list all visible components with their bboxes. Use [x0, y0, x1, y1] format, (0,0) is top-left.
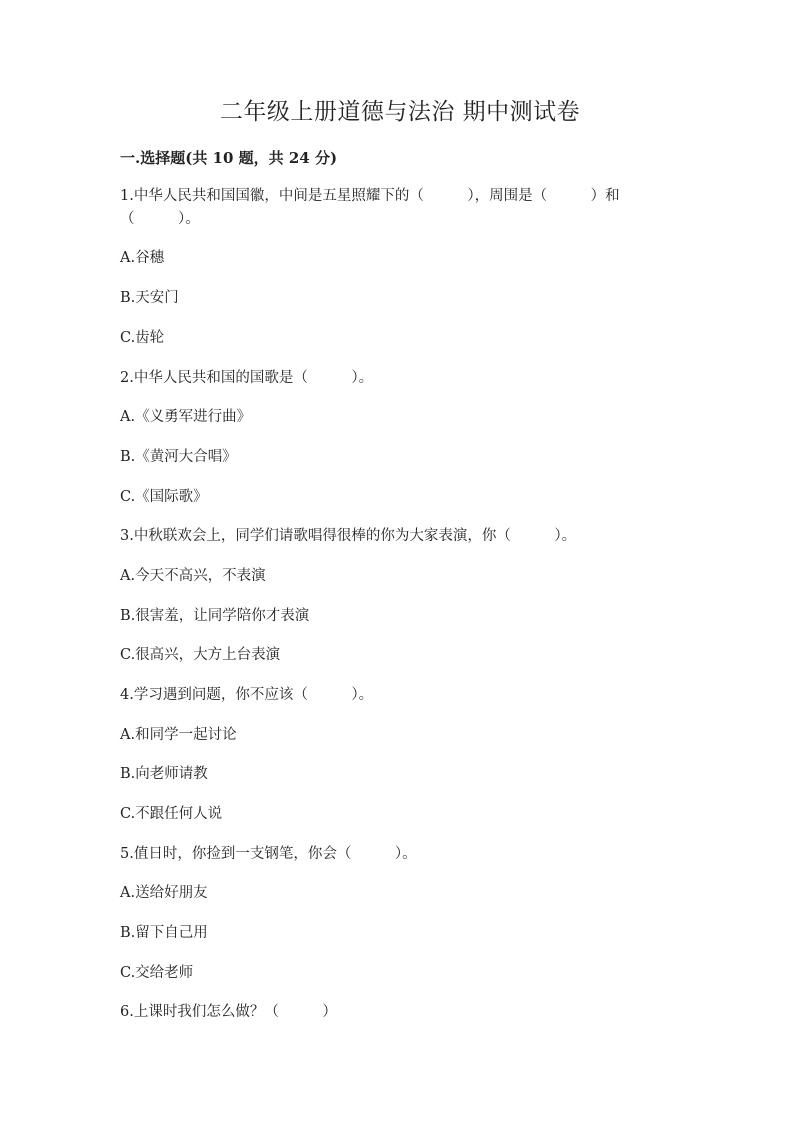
- question-3-option-c: C.很高兴，大方上台表演: [120, 647, 281, 663]
- section-header: 一.选择题(共 10 题，共 24 分): [120, 149, 338, 167]
- question-4-stem: 4.学习遇到问题，你不应该（ ）。: [120, 687, 374, 703]
- question-4-option-b: B.向老师请教: [120, 766, 208, 782]
- question-1-option-b: B.天安门: [120, 290, 179, 306]
- question-5-option-b: B.留下自己用: [120, 925, 208, 941]
- question-1-stem: 1.中华人民共和国国徽，中间是五星照耀下的（ ），周围是（ ）和（ ）。: [120, 188, 620, 227]
- question-2-option-c: C.《国际歌》: [120, 489, 208, 505]
- question-2-stem: 2.中华人民共和国的国歌是（ ）。: [120, 370, 374, 386]
- question-4-option-c: C.不跟任何人说: [120, 806, 223, 822]
- question-4-option-a: A.和同学一起讨论: [120, 727, 237, 743]
- page-title: 二年级上册道德与法治 期中测试卷: [219, 99, 581, 125]
- question-3-stem: 3.中秋联欢会上，同学们请歌唱得很棒的你为大家表演，你（ ）。: [120, 528, 577, 544]
- question-3-option-b: B.很害羞，让同学陪你才表演: [120, 608, 310, 624]
- question-2-option-a: A.《义勇军进行曲》: [120, 409, 252, 425]
- question-6-stem: 6.上课时我们怎么做？（ ）: [120, 1004, 337, 1020]
- question-5-option-a: A.送给好朋友: [120, 885, 208, 901]
- question-3-option-a: A.今天不高兴，不表演: [120, 568, 266, 584]
- question-1-option-a: A.谷穗: [120, 250, 165, 266]
- question-5-option-c: C.交给老师: [120, 965, 194, 981]
- question-2-option-b: B.《黄河大合唱》: [120, 449, 237, 465]
- question-5-stem: 5.值日时，你捡到一支钢笔，你会（ ）。: [120, 846, 417, 862]
- question-1-option-c: C.齿轮: [120, 330, 165, 346]
